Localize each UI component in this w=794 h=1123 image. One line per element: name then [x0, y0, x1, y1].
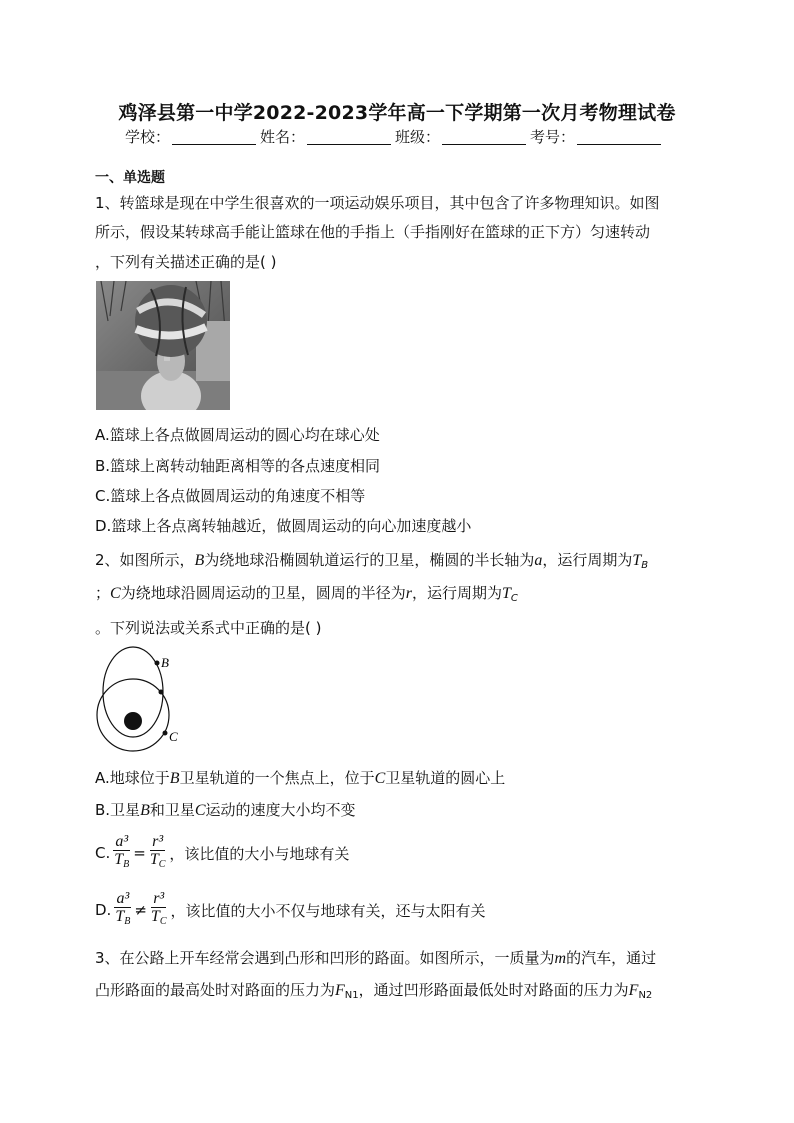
exam-title: 鸡泽县第一中学2022-2023学年高一下学期第一次月考物理试卷: [118, 102, 676, 124]
q3-var-fn2-sub: N2: [638, 990, 653, 1001]
q1-option-b: B.篮球上离转动轴距离相等的各点速度相同: [95, 457, 381, 475]
q2-line1: [95, 549, 648, 571]
q3-var-fn2: F: [628, 982, 639, 999]
q2-opt-prefix: C.: [95, 844, 111, 862]
q2-text: 为绕地球沿椭圆轨道运行的卫星，椭圆的半长轴为: [204, 551, 535, 569]
q2-text: ，运行周期为: [542, 551, 633, 569]
q2-var-tc-sub: C: [510, 593, 518, 604]
name-label: 姓名：: [260, 128, 306, 146]
q3-line1: [95, 947, 656, 968]
name-blank: [307, 129, 391, 145]
q2-var-c: C: [110, 585, 121, 602]
q1-option-a: A.篮球上各点做圆周运动的圆心均在球心处: [95, 426, 380, 444]
q2-opt-text: 和卫星: [149, 801, 195, 819]
section-heading: 一、单选题: [95, 170, 165, 186]
fraction-a3-tb3: $\frac{\text{a³}}{T_B}$: [114, 833, 130, 870]
q1-line1: 1、转篮球是现在中学生很喜欢的一项运动娱乐项目，其中包含了许多物理知识。如图: [95, 194, 660, 212]
fraction-r3-tc3: $\frac{\text{r³}}{T_C}$: [149, 833, 166, 870]
q2-opt-text: A.地球位于: [95, 769, 170, 787]
q3-line2: [95, 979, 652, 1001]
q3-var-fn1-sub: N1: [344, 990, 359, 1001]
q3-text: ，通过凹形路面最低处时对路面的压力为: [358, 981, 629, 999]
q3-var-m: m: [554, 950, 567, 967]
q2-option-a: [95, 767, 505, 788]
q2-var-r: r: [405, 585, 412, 602]
q2-opt-var: C: [194, 802, 206, 819]
q2-opt-var: B: [169, 770, 180, 787]
equals-sign: =: [133, 844, 146, 862]
q2-line3: 。下列说法或关系式中正确的是( ): [95, 619, 322, 637]
q2-opt-var: C: [374, 770, 386, 787]
satellite-junction-dot: [159, 690, 164, 695]
q2-opt-text: 卫星轨道的圆心上: [385, 769, 506, 787]
fraction-r3-tc3: $\frac{\text{r³}}{T_C}$: [150, 890, 167, 927]
q2-var-tb: T: [632, 552, 642, 569]
q2-option-d: [95, 890, 486, 930]
number-label: 考号：: [530, 128, 576, 146]
q2-opt-text: B.卫星: [95, 801, 141, 819]
orbit-diagram: [95, 645, 195, 757]
class-blank: [442, 129, 526, 145]
satellite-b-dot: [155, 661, 160, 666]
satellite-c-dot: [163, 731, 168, 736]
q1-option-c: C.篮球上各点做圆周运动的角速度不相等: [95, 487, 366, 505]
q1-option-d: D.篮球上各点离转轴越近，做圆周运动的向心加速度越小: [95, 517, 472, 535]
q1-line2: 所示，假设某转球高手能让篮球在他的手指上（手指刚好在篮球的正下方）匀速转动: [95, 223, 651, 241]
q2-text: 为绕地球沿圆周运动的卫星，圆周的半径为: [120, 584, 406, 602]
fraction-a3-tb3: $\frac{\text{a³}}{T_B}$: [115, 890, 131, 927]
q2-var-a: a: [534, 552, 543, 569]
q2-var-tb-sub: B: [641, 560, 649, 571]
q2-var-tc: T: [501, 585, 511, 602]
q2-option-c: [95, 833, 349, 873]
school-blank: [172, 129, 256, 145]
q2-option-b: [95, 799, 356, 820]
q2-opt-text: 卫星轨道的一个焦点上，位于: [179, 769, 375, 787]
q2-line2: [95, 582, 518, 604]
q2-var-b: B: [194, 552, 205, 569]
earth: [124, 712, 142, 730]
label-b: B: [161, 655, 169, 670]
label-c: C: [169, 729, 178, 744]
q3-var-fn1: F: [335, 982, 345, 999]
not-equals-sign: ≠: [134, 901, 147, 919]
q1-line3: ，下列有关描述正确的是( ): [95, 253, 277, 271]
school-label: 学校：: [125, 128, 171, 146]
number-blank: [577, 129, 661, 145]
basketball-spin-photo: [96, 281, 230, 410]
q2-opt-text: ，该比值的大小与地球有关: [169, 844, 350, 863]
q3-text: 的汽车，通过: [566, 949, 657, 967]
q2-opt-text: 运动的速度大小均不变: [205, 801, 356, 819]
q2-text: 2、如图所示，: [95, 551, 195, 569]
q3-text: 凸形路面的最高处时对路面的压力为: [95, 981, 336, 999]
q2-opt-prefix: D.: [95, 901, 112, 919]
q2-opt-text: ，该比值的大小不仅与地球有关，还与太阳有关: [170, 901, 486, 920]
q2-text: ，运行周期为: [411, 584, 502, 602]
q2-opt-var: B: [140, 802, 150, 819]
q3-text: 3、在公路上开车经常会遇到凸形和凹形的路面。如图所示，一质量为: [95, 949, 555, 967]
student-info-row: [125, 126, 665, 147]
class-label: 班级：: [395, 128, 441, 146]
q2-text: ；: [95, 584, 111, 602]
